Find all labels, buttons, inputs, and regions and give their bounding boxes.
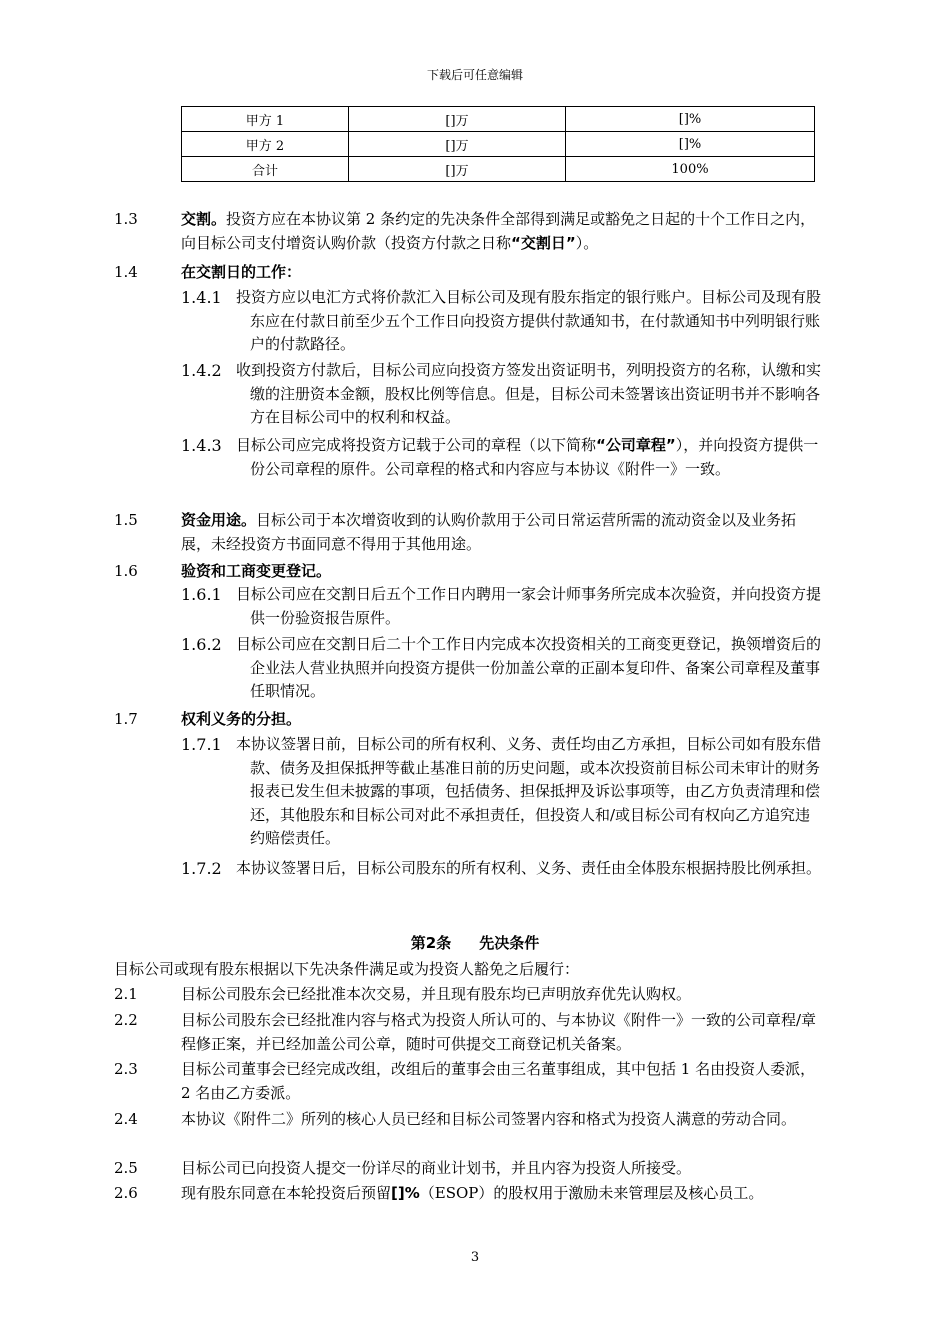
clause-2-1: 目标公司股东会已经批准本次交易，并且现有股东均已声明放弃优先认购权。	[181, 985, 692, 1003]
subclause-number: 1.7.2	[181, 859, 222, 878]
clause-number: 2.5	[114, 1159, 138, 1177]
clause-number: 2.3	[114, 1060, 138, 1078]
clause-title: 资金用途。	[181, 511, 257, 529]
clause-2-6	[181, 1182, 821, 1206]
table-cell: 甲方 2	[182, 132, 349, 157]
subclause-1-4-1: 投资方应以电汇方式将价款汇入目标公司及现有股东指定的银行账户。目标公司及现有股东应在付款日前至少五个工作日向投资方提供付款通知书，在付款通知书中列明银行账户的付款路径。	[236, 288, 822, 353]
table-row	[182, 132, 815, 157]
clause-text: 目标公司于本次增资收到的认购价款用于公司日常运营所需的流动资金以及业务拓展，未经投资方书面同意不得用于其他用途。	[181, 511, 797, 553]
clause-text: 目标公司应完成将投资方记载于公司的章程（以下简称	[236, 436, 597, 454]
subclause-number: 1.4.3	[181, 436, 222, 455]
table-cell: []%	[566, 132, 815, 157]
clause-title: 在交割日的工作：	[181, 263, 302, 281]
subclause-number: 1.6.2	[181, 635, 222, 654]
page-header: 下载后可任意编辑	[426, 68, 523, 82]
table-cell: 甲方 1	[182, 107, 349, 132]
clause-title: 验资和工商变更登记。	[181, 562, 332, 580]
subclause-1-6-1: 目标公司应在交割日后五个工作日内聘用一家会计师事务所完成本次验资，并向投资方提供一份验资报告原件。	[236, 585, 822, 627]
clause-text: ），并向投资方提供一份公司章程的原件。公司章程的格式和内容应与本协议《附件一》一致。	[250, 436, 819, 478]
subclause-number: 1.4.2	[181, 361, 222, 380]
table-cell: []%	[566, 107, 815, 132]
allocation-table	[181, 106, 815, 182]
article-heading	[0, 932, 950, 953]
table-cell: 合计	[182, 157, 349, 182]
article-intro: 目标公司或现有股东根据以下先决条件满足或为投资人豁免之后履行：	[114, 960, 580, 978]
article-number: 第2条	[410, 934, 452, 952]
clause-number: 2.2	[114, 1011, 138, 1029]
clause-title: 权利义务的分担。	[181, 710, 302, 728]
clause-number: 2.4	[114, 1110, 138, 1128]
clause-2-5: 目标公司已向投资人提交一份详尽的商业计划书，并且内容为投资人所接受。	[181, 1159, 692, 1177]
clause-title: 交割。	[181, 210, 227, 228]
clause-number: 1.6	[114, 562, 138, 580]
defined-term: “公司章程”	[596, 436, 676, 454]
clause-number: 1.3	[114, 210, 138, 228]
clause-1-4	[181, 261, 821, 285]
clause-number: 2.1	[114, 985, 138, 1003]
table-row	[182, 157, 815, 182]
article-title: 先决条件	[479, 934, 540, 952]
clause-text: 投资方应在本协议第 2 条约定的先决条件全部得到满足或豁免之日起的十个工作日之内，向目标公司支付增资认购价款（投资方付款之日称	[181, 210, 816, 252]
subclause-1-4-2: 收到投资方付款后，目标公司应向投资方签发出资证明书，列明投资方的名称，认缴和实缴的注册资本金额，股权比例等信息。但是，目标公司未签署该出资证明书并不影响各方在目标公司中的权利和权益。	[236, 361, 822, 426]
clause-1-7	[181, 708, 821, 732]
clause-text: （ESOP）的股权用于激励未来管理层及核心员工。	[419, 1184, 764, 1202]
reserved-percent: []%	[391, 1184, 420, 1202]
clause-text: ）。	[575, 233, 599, 252]
clause-1-5	[181, 509, 821, 556]
clause-text: 现有股东同意在本轮投资后预留	[181, 1184, 392, 1202]
clause-2-4: 本协议《附件二》所列的核心人员已经和目标公司签署内容和格式为投资人满意的劳动合同。	[181, 1110, 797, 1128]
defined-term: “交割日”	[511, 233, 576, 252]
clause-number: 1.5	[114, 511, 138, 529]
subclause-number: 1.7.1	[181, 735, 222, 754]
table-cell: 100%	[566, 157, 815, 182]
subclause-1-4-3	[236, 434, 821, 481]
table-cell: []万	[349, 132, 566, 157]
table-row	[182, 107, 815, 132]
clause-1-3	[181, 208, 821, 255]
subclause-number: 1.6.1	[181, 585, 222, 604]
clause-2-3: 目标公司董事会已经完成改组，改组后的董事会由三名董事组成，其中包括 1 名由投资人委派，2 名由乙方委派。	[181, 1060, 816, 1102]
subclause-1-7-1: 本协议签署日前，目标公司的所有权利、义务、责任均由乙方承担，目标公司如有股东借款、债务及担保抵押等截止基准日前的历史问题，或本次投资前目标公司未审计的财务报表已发生但未披露的事项，包括债务、担保抵押及诉讼事项等，由乙方负责清理和偿还，其他股东和目标公司对此不承担责任，但投资人和/或目标公司有权向乙方追究违约赔偿责任。	[236, 735, 822, 847]
subclause-1-7-2: 本协议签署日后，目标公司股东的所有权利、义务、责任由全体股东根据持股比例承担。	[236, 859, 822, 877]
clause-number: 1.4	[114, 263, 138, 281]
clause-1-6	[181, 560, 821, 584]
clause-2-2: 目标公司股东会已经批准内容与格式为投资人所认可的、与本协议《附件一》一致的公司章程/章程修正案，并已经加盖公司公章，随时可供提交工商登记机关备案。	[181, 1011, 817, 1053]
clause-number: 2.6	[114, 1184, 138, 1202]
clause-number: 1.7	[114, 710, 138, 728]
table-cell: []万	[349, 157, 566, 182]
page-number: 3	[470, 1250, 480, 1265]
table-cell: []万	[349, 107, 566, 132]
subclause-number: 1.4.1	[181, 288, 222, 307]
subclause-1-6-2: 目标公司应在交割日后二十个工作日内完成本次投资相关的工商变更登记，换领增资后的企业法人营业执照并向投资方提供一份加盖公章的正副本复印件、备案公司章程及董事任职情况。	[236, 635, 822, 700]
